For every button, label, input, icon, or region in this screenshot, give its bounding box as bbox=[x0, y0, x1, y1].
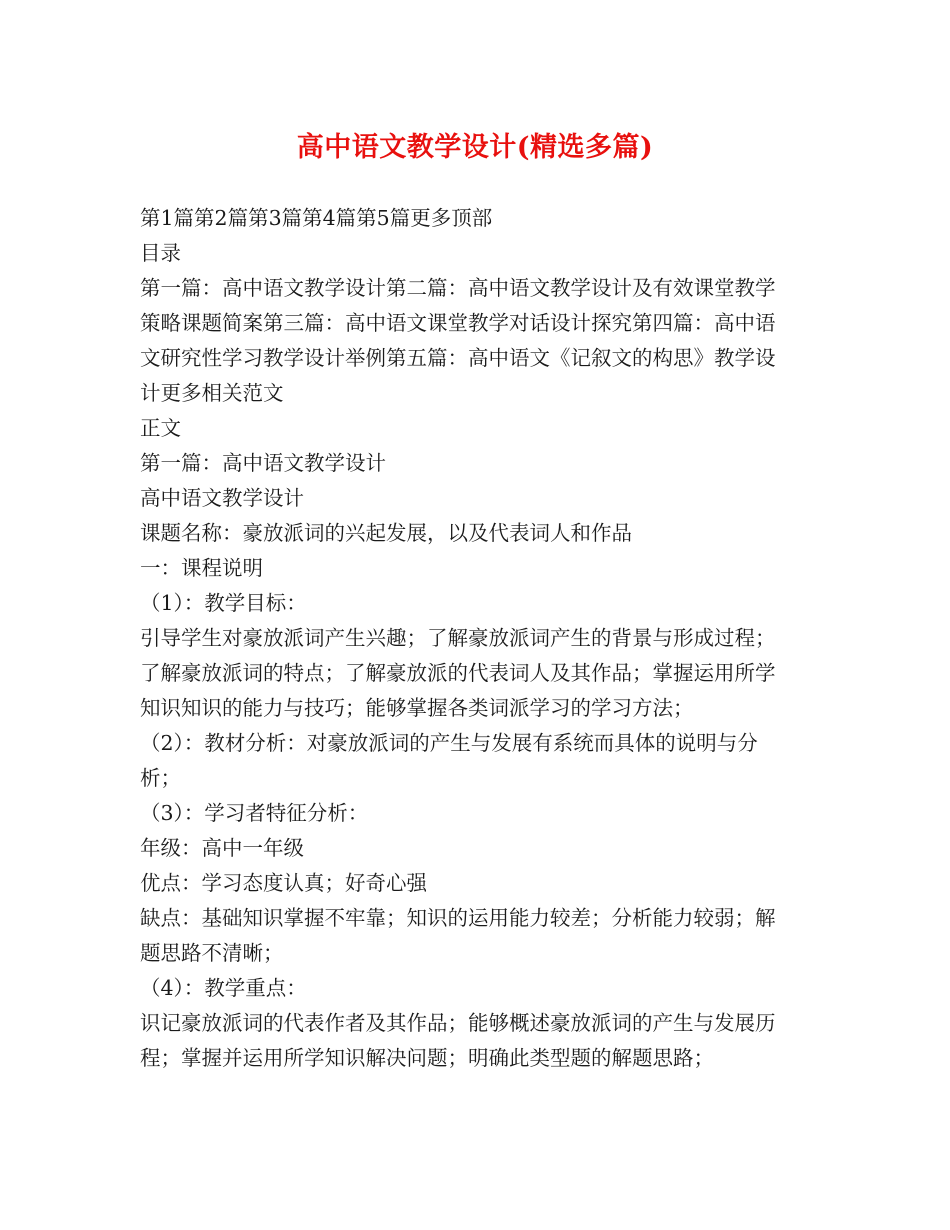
objectives-heading: （1）：教学目标： bbox=[140, 591, 307, 615]
document-title: 高中语文教学设计(精选多篇) bbox=[296, 132, 654, 163]
objectives-line: 了解豪放派词的特点；了解豪放派的代表词人及其作品；掌握运用所学 bbox=[140, 661, 776, 685]
document-subtitle: 高中语文教学设计 bbox=[140, 486, 304, 510]
section-nav[interactable]: 第1篇第2篇第3篇第4篇第5篇更多顶部 bbox=[140, 206, 493, 230]
weakness-line: 题思路不清晰； bbox=[140, 941, 284, 965]
toc-line: 第一篇：高中语文教学设计第二篇：高中语文教学设计及有效课堂教学 bbox=[140, 276, 776, 300]
section-title: 第一篇：高中语文教学设计 bbox=[140, 451, 386, 475]
toc-line: 策略课题简案第三篇：高中语文课堂教学对话设计探究第四篇：高中语 bbox=[140, 311, 776, 335]
learner-analysis-heading: （3）：学习者特征分析： bbox=[140, 801, 369, 825]
toc-heading: 目录 bbox=[140, 241, 181, 265]
objectives-line: 引导学生对豪放派词产生兴趣；了解豪放派词产生的背景与形成过程； bbox=[140, 626, 776, 650]
key-points-heading: （4）：教学重点： bbox=[140, 976, 307, 1000]
objectives-line: 知识知识的能力与技巧；能够掌握各类词派学习的学习方法； bbox=[140, 696, 694, 720]
body-heading: 正文 bbox=[140, 416, 181, 440]
key-points-line: 程；掌握并运用所学知识解决问题；明确此类型题的解题思路； bbox=[140, 1046, 714, 1070]
course-heading: 一：课程说明 bbox=[140, 556, 263, 580]
strengths-line: 优点：学习态度认真；好奇心强 bbox=[140, 871, 427, 895]
key-points-line: 识记豪放派词的代表作者及其作品；能够概述豪放派词的产生与发展历 bbox=[140, 1011, 776, 1035]
material-analysis-line: （2）：教材分析：对豪放派词的产生与发展有系统而具体的说明与分 bbox=[140, 731, 758, 755]
toc-line: 文研究性学习教学设计举例第五篇：高中语文《记叙文的构思》教学设 bbox=[140, 346, 776, 370]
material-analysis-line: 析； bbox=[140, 766, 181, 790]
toc-line: 计更多相关范文 bbox=[140, 381, 284, 405]
weakness-line: 缺点：基础知识掌握不牢靠；知识的运用能力较差；分析能力较弱；解 bbox=[140, 906, 776, 930]
document-body bbox=[140, 201, 816, 1076]
grade-line: 年级：高中一年级 bbox=[140, 836, 304, 860]
topic-line: 课题名称：豪放派词的兴起发展，以及代表词人和作品 bbox=[140, 521, 632, 545]
